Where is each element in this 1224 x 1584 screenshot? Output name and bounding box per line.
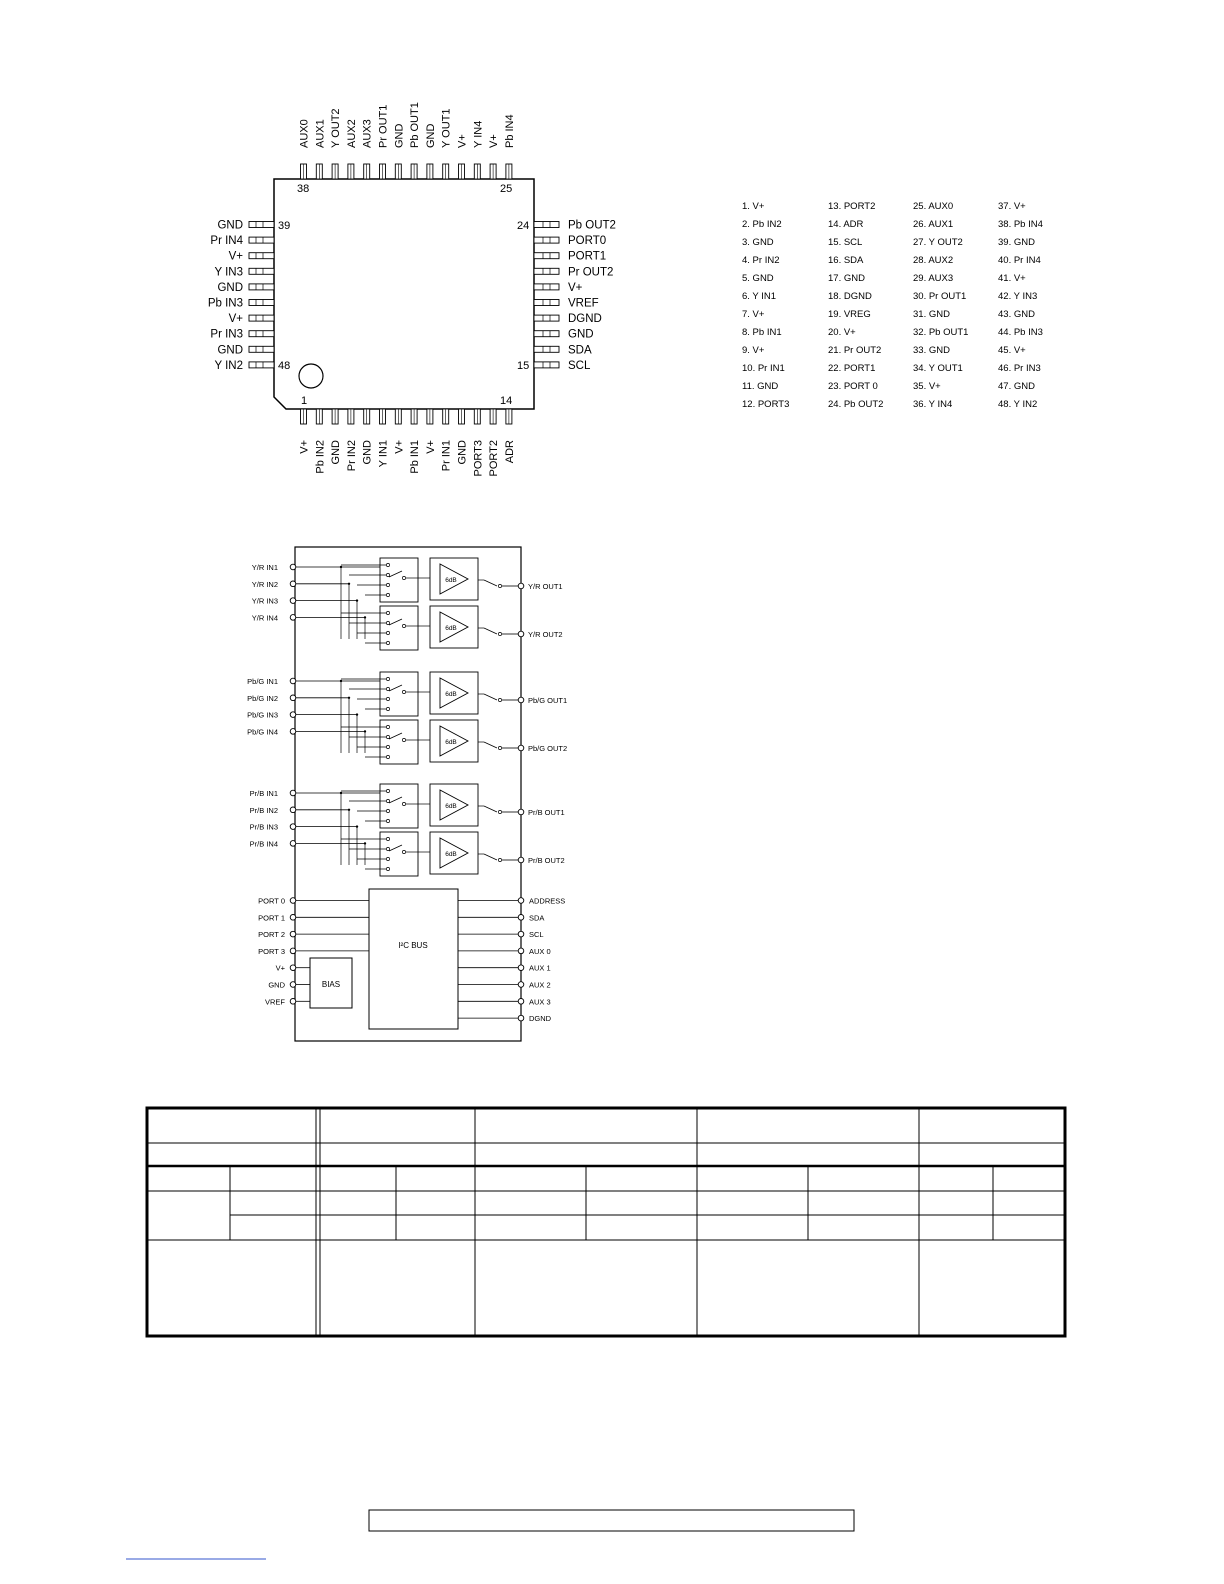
output-terminal [518, 631, 524, 637]
pin-stub-right [534, 284, 559, 290]
pin-label-left: V+ [228, 313, 243, 326]
bus-port-terminal [518, 915, 524, 921]
switch-contact [386, 789, 389, 792]
corner-number-38: 38 [297, 183, 310, 195]
pin-label-left: Pr IN3 [210, 328, 243, 341]
pin-table-cell: 26. AUX1 [913, 219, 954, 230]
pin-label-left: V+ [228, 250, 243, 263]
pin-table-cell: 23. PORT 0 [828, 381, 878, 392]
pin-label-top: Y OUT2 [330, 108, 343, 148]
input-pin-label: Y/R IN3 [251, 596, 278, 606]
switch-contact [386, 837, 389, 840]
switch-contact [386, 611, 389, 614]
switch-common [402, 850, 405, 853]
pin-label-bottom: Pb IN1 [409, 440, 422, 474]
ic-package-pinout [208, 102, 616, 476]
pin-label-left: Pr IN4 [210, 235, 243, 248]
pin-label-right: PORT1 [568, 250, 607, 263]
output-switch-wiper [484, 628, 497, 634]
output-switch-contact [498, 858, 501, 861]
pin-table-cell: 25. AUX0 [913, 201, 954, 212]
bus-junction [364, 730, 366, 732]
input-terminal [290, 581, 296, 587]
pin-assignment-table [742, 201, 1043, 410]
control-port-label: PORT 2 [258, 930, 285, 940]
pin-label-top: AUX1 [314, 119, 327, 148]
bus-junction [340, 566, 342, 568]
output-terminal [518, 809, 524, 815]
pin-label-bottom: GND [330, 440, 343, 465]
pin-label-top: Y OUT1 [440, 108, 453, 148]
switch-contact [386, 735, 389, 738]
ic-package-body [274, 179, 534, 409]
corner-number-24: 24 [517, 220, 530, 232]
pin-table-cell: 44. Pb IN3 [998, 327, 1043, 338]
pin-table-cell: 8. Pb IN1 [742, 327, 782, 338]
pin-stub-right [534, 300, 559, 306]
pin-label-left: Pb IN3 [207, 297, 243, 310]
output-pin-label: Pr/B OUT1 [528, 808, 565, 817]
switch-contact [386, 867, 389, 870]
control-port-label: PORT 1 [258, 913, 285, 923]
pin-label-top: GND [424, 123, 437, 148]
pin-label-right: SCL [568, 359, 591, 372]
switch-common [402, 738, 405, 741]
input-pin-label: Pb/G IN3 [247, 710, 278, 720]
input-pin-label: Y/R IN4 [251, 613, 278, 623]
pin-stub-left [249, 253, 274, 259]
pin-stub-left [249, 331, 274, 337]
pin-table-cell: 6. Y IN1 [742, 291, 776, 302]
pin-stub-left [249, 237, 274, 243]
pin-table-cell: 46. Pr IN3 [998, 363, 1041, 374]
output-switch-contact [498, 584, 501, 587]
pin-table-cell: 1. V+ [742, 201, 765, 212]
switch-contact [386, 593, 389, 596]
pin-label-right: VREF [568, 297, 599, 310]
pin-table-cell: 18. DGND [828, 291, 872, 302]
bus-port-label: DGND [529, 1014, 552, 1024]
pin-label-bottom: Pr IN1 [440, 440, 453, 472]
input-pin-label: Pb/G IN1 [247, 677, 278, 686]
input-terminal [290, 729, 296, 735]
output-terminal [518, 583, 524, 589]
pin-table-cell: 20. V+ [828, 327, 856, 338]
switch-contact [386, 745, 389, 748]
control-port-terminal [290, 898, 296, 904]
input-terminal [290, 615, 296, 621]
pin-table-cell: 4. Pr IN2 [742, 255, 780, 266]
bus-port-label: AUX 3 [529, 997, 551, 1007]
selector-switch [380, 720, 418, 764]
bus-junction [364, 616, 366, 618]
output-terminal [518, 697, 524, 703]
bus-port-terminal [518, 1015, 524, 1021]
switch-common [402, 576, 405, 579]
i2c-bus-label: I²C BUS [398, 941, 428, 950]
switch-contact [386, 799, 389, 802]
bus-port-label: SDA [529, 913, 545, 923]
pin-stub-left [249, 222, 274, 228]
pin-table-cell: 27. Y OUT2 [913, 237, 963, 248]
pin-label-bottom: Y IN1 [377, 440, 390, 468]
pin-stub-right [534, 346, 559, 352]
pin-label-top: Pr OUT1 [377, 104, 390, 148]
pin-table-cell: 9. V+ [742, 345, 765, 356]
pin-table-cell: 15. SCL [828, 237, 863, 248]
pin-table-cell: 19. VREG [828, 309, 871, 320]
control-port-terminal [290, 915, 296, 921]
input-terminal [290, 695, 296, 701]
pin-table-cell: 42. Y IN3 [998, 291, 1038, 302]
output-pin-label: Pb/G OUT1 [528, 696, 568, 705]
pin-label-top: Pb OUT1 [409, 102, 422, 148]
pin-table-cell: 37. V+ [998, 201, 1026, 212]
control-port-label: PORT 3 [258, 946, 285, 956]
i2c-bus-block [369, 889, 458, 1029]
input-terminal [290, 807, 296, 813]
bias-label: BIAS [321, 980, 341, 989]
switch-contact [386, 809, 389, 812]
block-diagram [247, 547, 567, 1041]
switch-contact [386, 621, 389, 624]
output-pin-label: Y/R OUT2 [528, 630, 563, 639]
pin-label-right: V+ [568, 281, 583, 294]
pin-label-top: AUX0 [298, 119, 311, 148]
pin-label-top: V+ [456, 134, 469, 148]
input-terminal [290, 824, 296, 830]
pin-label-top: GND [393, 123, 406, 148]
pin-stub-right [534, 268, 559, 274]
pin-table-cell: 30. Pr OUT1 [913, 291, 967, 302]
switch-contact [386, 707, 389, 710]
amp-gain-label: 6dB [445, 803, 457, 810]
pin-label-left: Y IN2 [214, 359, 243, 372]
switch-common [402, 802, 405, 805]
pin-table-cell: 43. GND [998, 309, 1035, 320]
bus-junction [348, 583, 350, 585]
corner-number-14: 14 [500, 395, 513, 407]
selector-switch [380, 784, 418, 828]
bus-junction [340, 680, 342, 682]
output-switch-wiper [484, 694, 497, 700]
pin-label-bottom: Pb IN2 [314, 440, 327, 474]
pin-label-bottom: V+ [424, 440, 437, 454]
output-switch-contact [498, 810, 501, 813]
pin-table-cell: 22. PORT1 [828, 363, 876, 374]
pin-table-cell: 35. V+ [913, 381, 941, 392]
pin-label-top: Pb IN4 [503, 114, 516, 148]
pin-table-cell: 28. AUX2 [913, 255, 954, 266]
output-switch-contact [498, 632, 501, 635]
bus-port-terminal [518, 898, 524, 904]
pin-table-cell: 17. GND [828, 273, 865, 284]
input-pin-label: Y/R IN2 [251, 579, 278, 589]
bus-port-label: AUX 0 [529, 946, 551, 956]
output-switch-wiper [484, 854, 497, 860]
switch-contact [386, 583, 389, 586]
bus-junction [356, 825, 358, 827]
selector-switch [380, 558, 418, 602]
output-switch-wiper [484, 580, 497, 586]
input-pin-label: Y/R IN1 [251, 563, 278, 572]
switch-common [402, 690, 405, 693]
input-terminal [290, 790, 296, 796]
output-pin-label: Y/R OUT1 [528, 582, 563, 591]
pin-label-right: PORT0 [568, 235, 607, 248]
pin-table-cell: 10. Pr IN1 [742, 363, 785, 374]
pin-stub-right [534, 222, 559, 228]
input-pin-label: Pr/B IN1 [249, 789, 278, 798]
pin-label-bottom: Pr IN2 [345, 440, 358, 472]
input-pin-label: Pr/B IN2 [249, 805, 278, 815]
pin-label-top: Y IN4 [472, 120, 485, 148]
pin-stub-left [249, 268, 274, 274]
control-port-label: PORT 0 [258, 896, 285, 906]
switch-contact [386, 697, 389, 700]
switch-contact [386, 725, 389, 728]
pin-label-top: AUX3 [361, 119, 374, 148]
pin-table-cell: 3. GND [742, 237, 774, 248]
selector-switch [380, 606, 418, 650]
control-port-label: VREF [264, 997, 285, 1007]
control-port-terminal [290, 999, 296, 1005]
pin-stub-right [534, 237, 559, 243]
amp-gain-label: 6dB [445, 691, 457, 698]
pin-stub-left [249, 284, 274, 290]
pin-table-cell: 41. V+ [998, 273, 1026, 284]
pin-table-cell: 33. GND [913, 345, 950, 356]
bus-port-terminal [518, 999, 524, 1005]
output-terminal [518, 857, 524, 863]
pin-table-cell: 38. Pb IN4 [998, 219, 1043, 230]
pin-label-left: GND [217, 281, 243, 294]
pin-table-cell: 32. Pb OUT1 [913, 327, 969, 338]
bus-port-label: SCL [529, 930, 544, 940]
switch-common [402, 624, 405, 627]
pin-label-bottom: GND [361, 440, 374, 465]
pin-table-cell: 16. SDA [828, 255, 864, 266]
pin-label-bottom: PORT2 [488, 439, 501, 477]
pin-label-top: V+ [488, 134, 501, 148]
amp-gain-label: 6dB [445, 577, 457, 584]
control-port-terminal [290, 965, 296, 971]
pin-table-cell: 31. GND [913, 309, 950, 320]
spec-table-outer-border [147, 1108, 1065, 1336]
input-terminal [290, 678, 296, 684]
pin-table-cell: 48. Y IN2 [998, 399, 1038, 410]
pin-table-cell: 34. Y OUT1 [913, 363, 963, 374]
input-terminal [290, 712, 296, 718]
bus-junction [364, 842, 366, 844]
spec-table-grid [147, 1108, 1065, 1336]
pin-table-cell: 21. Pr OUT2 [828, 345, 882, 356]
pin-stub-left [249, 315, 274, 321]
corner-number-48: 48 [278, 360, 291, 372]
bus-port-terminal [518, 982, 524, 988]
pin-table-cell: 14. ADR [828, 219, 864, 230]
corner-number-15: 15 [517, 360, 530, 372]
input-pin-label: Pr/B IN3 [249, 822, 278, 832]
pin-table-cell: 11. GND [742, 381, 779, 392]
pin-label-bottom: V+ [298, 440, 311, 454]
input-terminal [290, 598, 296, 604]
bus-junction [348, 809, 350, 811]
switch-contact [386, 563, 389, 566]
pin-label-left: Y IN3 [214, 266, 243, 279]
switch-contact [386, 847, 389, 850]
pin-label-bottom: V+ [393, 440, 406, 454]
amp-gain-label: 6dB [445, 625, 457, 632]
pin-table-cell: 29. AUX3 [913, 273, 954, 284]
input-pin-label: Pr/B IN4 [249, 839, 278, 849]
output-switch-wiper [484, 742, 497, 748]
selector-switch [380, 832, 418, 876]
switch-contact [386, 755, 389, 758]
pin-label-top: AUX2 [345, 119, 358, 148]
switch-contact [386, 641, 389, 644]
output-switch-contact [498, 698, 501, 701]
control-port-terminal [290, 948, 296, 954]
corner-number-1: 1 [301, 395, 308, 407]
control-port-label: V+ [275, 963, 285, 973]
pin-label-right: Pr OUT2 [568, 266, 614, 279]
corner-number-25: 25 [500, 183, 513, 195]
pin-table-cell: 12. PORT3 [742, 399, 790, 410]
pin-table-cell: 45. V+ [998, 345, 1026, 356]
pin-stub-left [249, 362, 274, 368]
pin-table-cell: 39. GND [998, 237, 1035, 248]
pin-stub-left [249, 300, 274, 306]
switch-contact [386, 677, 389, 680]
control-port-terminal [290, 931, 296, 937]
pin-label-right: Pb OUT2 [568, 219, 616, 232]
pin-stub-right [534, 315, 559, 321]
pin-table-cell: 5. GND [742, 273, 774, 284]
pin-table-cell: 7. V+ [742, 309, 765, 320]
switch-contact [386, 857, 389, 860]
pin-table-cell: 47. GND [998, 381, 1035, 392]
pin-stub-right [534, 362, 559, 368]
input-terminal [290, 841, 296, 847]
bus-port-label: AUX 2 [529, 980, 551, 990]
switch-contact [386, 573, 389, 576]
pin-label-bottom: ADR [503, 440, 516, 464]
pin-label-right: SDA [568, 344, 592, 357]
footer-box [369, 1510, 854, 1531]
corner-number-39: 39 [278, 220, 291, 232]
input-pin-label: Pb/G IN2 [247, 693, 278, 703]
switch-contact [386, 631, 389, 634]
pin-label-bottom: PORT3 [472, 440, 485, 477]
pin-table-cell: 36. Y IN4 [913, 399, 953, 410]
control-port-label: GND [268, 980, 285, 990]
bus-junction [356, 599, 358, 601]
bus-port-label: ADDRESS [529, 896, 566, 906]
amp-gain-label: 6dB [445, 851, 457, 858]
pin-table-cell: 13. PORT2 [828, 201, 876, 212]
bus-junction [356, 713, 358, 715]
pin-label-left: GND [217, 219, 243, 232]
bus-port-label: AUX 1 [529, 963, 551, 973]
bus-port-terminal [518, 965, 524, 971]
bus-junction [340, 792, 342, 794]
output-switch-wiper [484, 806, 497, 812]
input-terminal [290, 564, 296, 570]
pin-stub-right [534, 253, 559, 259]
selector-switch [380, 672, 418, 716]
bus-port-terminal [518, 931, 524, 937]
output-pin-label: Pr/B OUT2 [528, 856, 565, 865]
control-port-terminal [290, 982, 296, 988]
output-pin-label: Pb/G OUT2 [528, 744, 568, 753]
pin-label-left: GND [217, 344, 243, 357]
pin-table-cell: 40. Pr IN4 [998, 255, 1041, 266]
switch-contact [386, 819, 389, 822]
output-terminal [518, 745, 524, 751]
amp-gain-label: 6dB [445, 739, 457, 746]
pin-table-cell: 24. Pb OUT2 [828, 399, 884, 410]
bus-port-terminal [518, 948, 524, 954]
pin-table-cell: 2. Pb IN2 [742, 219, 782, 230]
input-pin-label: Pb/G IN4 [247, 727, 278, 737]
pin-label-right: GND [568, 328, 594, 341]
output-switch-contact [498, 746, 501, 749]
switch-contact [386, 687, 389, 690]
pin-label-right: DGND [568, 313, 602, 326]
pin-label-bottom: GND [456, 440, 469, 465]
pin-stub-right [534, 331, 559, 337]
pin-stub-left [249, 346, 274, 352]
bus-junction [348, 697, 350, 699]
